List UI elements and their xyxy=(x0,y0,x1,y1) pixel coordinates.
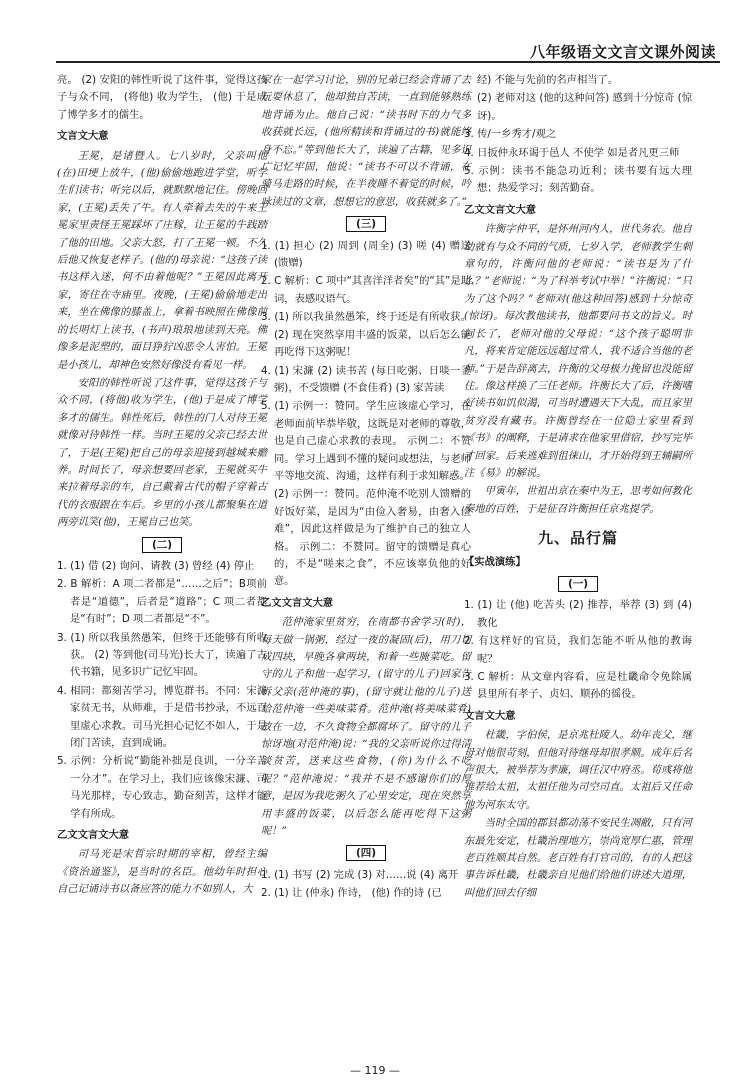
page-header xyxy=(0,0,750,66)
chapter-title: 九、品行篇 xyxy=(537,529,618,548)
answer-item: 3. (1) 所以我虽然愚笨，终于还是有所收获。 (2) 现在突然享用丰盛的饭菜，以后怎么能再吃得下这粥呢！ xyxy=(261,311,471,359)
translation-paragraph: 王冕，是诸暨人。七八岁时，父亲叫他(在)田埂上放牛，(他)偷偷地跑进学堂，听学生们读书；听完以后，就默默地记住。傍晚回家，(王冕)丢失了牛。有人牵着去失的牛来王冕家里责怪王冕踩坏了庄稼，让王冕的牛践踏了他的田地。父亲大怒，打了王冕一顿。不久后他又恢复老样子。(他的)母亲说：“这孩子读书这样入迷，何不由着他呢？”王冕因此离开家，寄住在寺庙里。夜晚，(王冕)偷偷地走出来，坐在佛像的膝盖上，拿着书映照在佛像前的长明灯上读书，(书声)琅琅地读到天亮。佛像多是泥塑的，面目狰狞凶恶令人害怕。王冕是小孩儿，却神色安然好像没有看见一样。 xyxy=(57,149,267,371)
translation-paragraph: 安阳的韩性听说了这件事，觉得这孩子与众不同，(将他)收为学生，(他)于是成了博学多才的儒生。韩性死后，韩性的门人对待王冕就像对待韩性一样。当时王冕的父亲已经去世了，于是(王冕)把自己的母亲迎接到越城来赡养。时间长了，母亲想要回老家，王冕就买牛来拉着母亲的车，自己戴着古代的帽子穿着古代的衣服跟在车后。乡里的小孩儿都聚集在道两旁讥笑(他)，王冕自己也笑。 xyxy=(57,376,267,529)
translation-paragraph: 许衡字仲平，是怀州河内人，世代务农。他自幼就有与众不同的气质，七岁入学，老师教学生刺章句的，许衡问他的老师说：“读书是为了什么？”老师说：“为了科举考试中举！”许衡说：“只为了这个吗？”老师对(他这种回答)感到十分惊奇(惊讶)。每次教他读书，他都要问书文的旨义。时间长了，老师对他的父母说：“这个孩子聪明非凡，将来肯定能远远超过常人，我不适合当他的老师。”于是告辞离去，许衡的父母极力挽留也没能留住。像这样换了三任老师。许衡长大了后，许衡嗜好读书如饥似渴，可当时遭遇天下大乱，而且家里贫穷没有藏书。许衡曾经在一位隐士家里看到《书》的阐释，于是请求在他家里借宿，抄写完毕才回家。后来逃难到徂徕山，才开始得到王辅嗣所注《易》的解说。 xyxy=(464,223,692,479)
exercise-label: (一) xyxy=(558,576,598,592)
answer-item: 4. (1) 宋濂 (2) 读书苦 (每日吃粥、日啖一釜粥)，不受馈赠 (不食佳肴) (3) 家苦读 xyxy=(261,364,471,394)
answer-text: 亮。 (2) 安阳的韩性听说了这件事，觉得这孩子与众不同， (将他) 收为学生， (他) 于是成了博学多才的儒生。 xyxy=(57,74,267,121)
page-number: — 119 — xyxy=(350,1064,400,1077)
answer-item: 4. 日扳仲永环谒于邑人 不使学 如是者凡更三师 xyxy=(464,146,680,159)
answer-item: 2. C 解析：C 项中“其喜洋洋者矣”的“其”是助词，表感叹语气。 xyxy=(261,275,471,305)
section-heading: 乙文文言文大意 xyxy=(464,203,537,216)
answer-item: 2. B 解析：A 项二者都是“……之后”；B项前者是“道德”，后者是“道路”；C 项二者都是“有时”；D 项二者都是“不”。 xyxy=(57,578,267,626)
answer-item: 5. 示例：分析说“勤能补拙是良训，一分辛苦一分才”。在学习上，我们应该像宋濂、司马光那样，专心致志，勤奋刻苦，这样才能学有所成。 xyxy=(57,755,267,820)
practice-heading: 【实战演练】 xyxy=(464,555,526,568)
column-right xyxy=(464,72,692,903)
translation-paragraph: 当时全国的郡县都动荡不安民生凋敝，只有河东最先安定，杜畿治理地方，崇尚宽厚仁惠，管理老百姓顺其自然。老百姓有打官司的，有的人把这事告诉杜畿，杜畿亲自见他们给他们讲述大道理，叫他们回去仔细 xyxy=(464,817,692,899)
answer-item: 2. (1) 让 (仲永) 作诗， (他) 作的诗 (已 xyxy=(261,887,442,900)
answer-item: 1. (1) 让 (他) 吃苦头 (2) 推荐，举荐 (3) 到 (4) 教化 xyxy=(464,599,692,629)
answer-subitem: (2) 示例一：赞同。范仲淹不吃别人馈赠的好饭好菜，是因为“由俭入奢易，由奢入俭难”，因此这样做是为了维护自己的独立人格。 示例二：不赞同。留守的馈赠是真心的，不是“嗟来之食”，不应该辜负他的好意。 xyxy=(274,488,471,588)
answer-item: 3. (1) 所以我虽然愚笨，但终于还能够有所收获。 (2) 等到他(司马光)长大了，读遍了古代书籍，见多识广记忆牢固。 xyxy=(57,631,267,679)
answer-item: 1. (1) 借 (2) 询问、请教 (3) 曾经 (4) 停止 xyxy=(57,559,255,572)
exercise-label-row xyxy=(261,845,471,862)
answer-item: 1. (1) 书写 (2) 完成 (3) 对……说 (4) 离开 xyxy=(261,868,459,881)
exercise-label: (二) xyxy=(142,537,182,553)
exercise-label-row xyxy=(464,576,692,593)
section-heading: 文言文大意 xyxy=(57,130,109,143)
answer-item: 3. C 解析：从文章内容看，应是杜畿命令免除属县里所有孝子、贞妇、顺孙的徭役。 xyxy=(464,671,692,701)
column-left xyxy=(57,72,267,900)
translation-paragraph: 司马光是宋哲宗时期的宰相，曾经主编《资治通鉴》，是当时的名臣。他幼年时担心自己记诵诗书以备应答的能力不如别人，大 xyxy=(57,848,267,896)
header-rule xyxy=(56,61,720,63)
running-title: 八年级语文文言文课外阅读 xyxy=(529,43,716,61)
column-middle xyxy=(261,72,471,904)
answer-item: 3. 传/一乡秀才/观之 xyxy=(464,128,557,141)
answer-item: 4. 相同：都刻苦学习，博览群书。不同：宋濂家贫无书，从师难，于是借书抄录，不远百里虚心求教。司马光担心记忆不如人，于是闭门苦读，直到成诵。 xyxy=(57,684,267,750)
translation-paragraph: 范仲淹家里贫穷，在南都书舍学习(时)，每天做一锅粥，经过一夜的凝固(后)，用刀切成四块，早晚各拿两块，和着一些腌菜吃。留守的儿子和他一起学习，(留守的儿子)回家告诉父亲(范仲淹的事)，(留守就让他的儿子)送给范仲淹一些美味菜肴。范仲淹(将美味菜肴)放在一边，不久食物全都腐坏了。留守的儿子惊讶地(对范仲淹)说：“我的父亲听说你过得清淡贫苦，送来这些食物，(你)为什么不吃呢？”范仲淹说：“我并不是不感谢你们的厚意，是因为我吃粥久了心里安定，现在突然享用丰盛的饭菜，以后怎么能再吃得下这粥呢！” xyxy=(261,616,471,838)
section-heading: 乙文文言文大意 xyxy=(57,829,130,842)
answer-item: 1. (1) 担心 (2) 周到 (周全) (3) 嗟 (4) 赠送 (馈赠) xyxy=(261,239,471,270)
exercise-label-row xyxy=(57,537,267,554)
exercise-label-row xyxy=(261,216,471,233)
exercise-label: (三) xyxy=(346,216,386,232)
exercise-label: (四) xyxy=(346,845,386,861)
answer-subitem: 经) 不能与先前的名声相当了。 xyxy=(477,74,619,86)
translation-paragraph: 杜畿，字伯侯，是京兆杜陵人。幼年丧父，继母对他很苛刻，但他对待继母却很孝顺。成年后名声很大，被举荐为孝廉，调任汉中府丞。荀彧将他推荐给太祖，太祖任他为司空司直。太祖后又任命他为河东太守。 xyxy=(464,729,692,811)
translation-paragraph: 家在一起学习讨论，别的兄弟已经会背诵了去玩耍休息了，他却独自苦读，一直到能够熟练地背诵为止。他自己说：“读书时下的力气多收获就长远，(他所精读和背诵过的书)就能终身不忘。”等到他长大了，读遍了古籍，见多识广记忆牢固，他说：“读书不可以不背诵，在骑马走路的时候，在半夜睡不着觉的时候，吟咏读过的文章，想想它的意思，收获就多了。” xyxy=(261,74,471,208)
answer-item: 5. (1) 示例一：赞同。学生应该虚心学习，在老师面前毕恭毕敬，这既是对老师的尊敬，也是自己虚心求教的表现。 示例二：不赞同。学习上遇到不懂的疑问或想法，与老师平等地交流、沟通，这样有利于求知解惑。 xyxy=(261,400,471,482)
translation-paragraph: 甲寅年，世祖出京在秦中为王，思考如何教化秦地的百姓，于是征召许衡担任京兆提学。 xyxy=(464,485,692,515)
answer-subitem: (2) 老师对这 (他的这种问答) 感到十分惊奇 (惊讶)。 xyxy=(477,92,692,122)
answer-item: 2. 有这样好的官员，我们怎能不听从他的教诲呢？ xyxy=(464,635,692,665)
section-heading: 乙文文言文大意 xyxy=(261,596,334,609)
section-heading: 文言文大意 xyxy=(464,709,516,722)
answer-item: 5. 示例：读书不能急功近利；读书要有远大理想；热爱学习；刻苦勤奋。 xyxy=(464,165,692,195)
